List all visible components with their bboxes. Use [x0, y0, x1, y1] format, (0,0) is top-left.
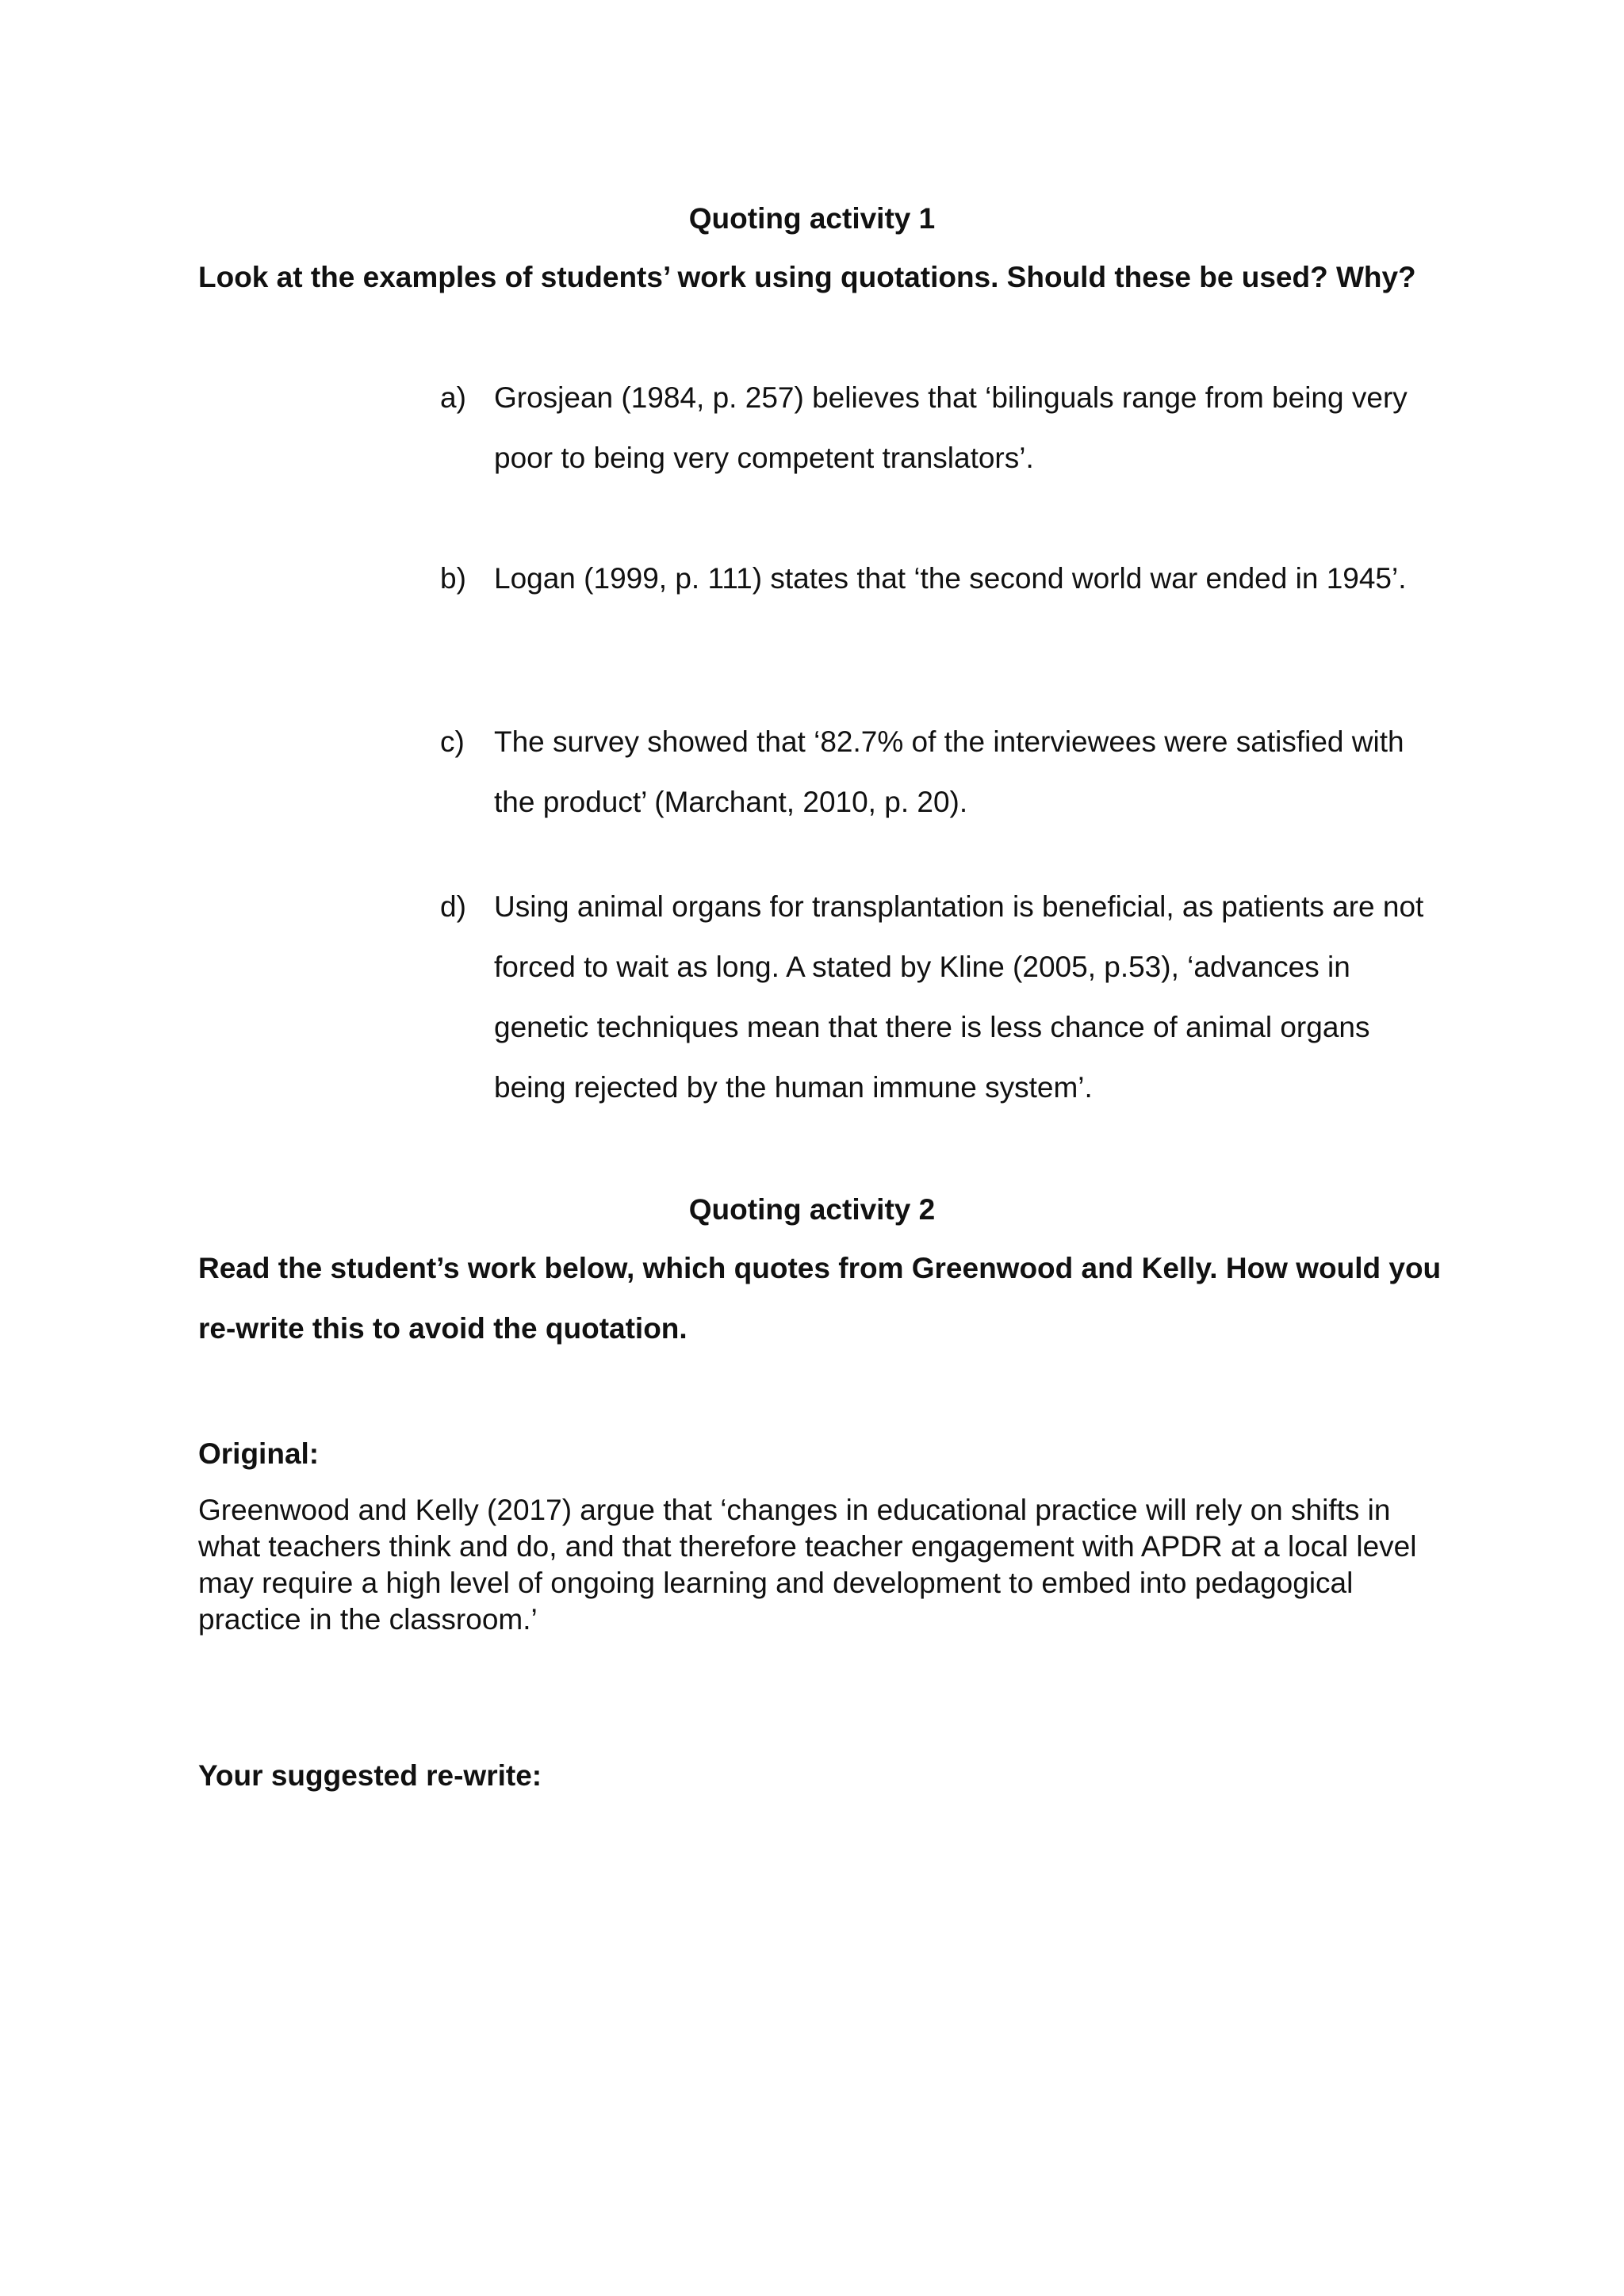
list-item: [440, 368, 1447, 488]
list-item-text: Using animal organs for transplantation is beneficial, as patients are not forced to wait as long. A stated by Kline (2005, p.53), ‘advances in genetic techniques mean that there is less chance of animal organs being rejected by the human immune system’.: [494, 890, 1424, 1104]
list-item: [440, 549, 1447, 609]
list-marker: b): [440, 562, 466, 595]
list-item-text: Logan (1999, p. 111) states that ‘the second world war ended in 1945’.: [494, 562, 1407, 595]
activity-1-title: Quoting activity 1: [688, 202, 936, 235]
list-item: [440, 712, 1447, 832]
list-item: [440, 877, 1447, 1118]
activity-2-title: Quoting activity 2: [688, 1193, 936, 1226]
activity-1-instruction: Look at the examples of students’ work using quotations. Should these be used? Why?: [198, 261, 1416, 293]
list-marker: a): [440, 381, 466, 414]
original-quotation-text: Greenwood and Kelly (2017) argue that ‘changes in educational practice will rely on shifts in what teachers think and do, and that therefore teacher engagement with APDR at a local level may require a high level of ongoing learning and development to embed into pedagogical practice in the classroom.’: [198, 1494, 1417, 1636]
list-marker: c): [440, 725, 465, 758]
activity-2-instruction: Read the student’s work below, which quotes from Greenwood and Kelly. How would you re-write this to avoid the quotation.: [198, 1252, 1442, 1345]
original-label: Original:: [198, 1437, 320, 1470]
list-item-text: Grosjean (1984, p. 257) believes that ‘bilinguals range from being very poor to being very competent translators’.: [494, 381, 1408, 474]
list-marker: d): [440, 890, 466, 923]
list-item-text: The survey showed that ‘82.7% of the interviewees were satisfied with the product’ (Marchant, 2010, p. 20).: [494, 725, 1404, 818]
rewrite-label: Your suggested re-write:: [198, 1759, 542, 1792]
